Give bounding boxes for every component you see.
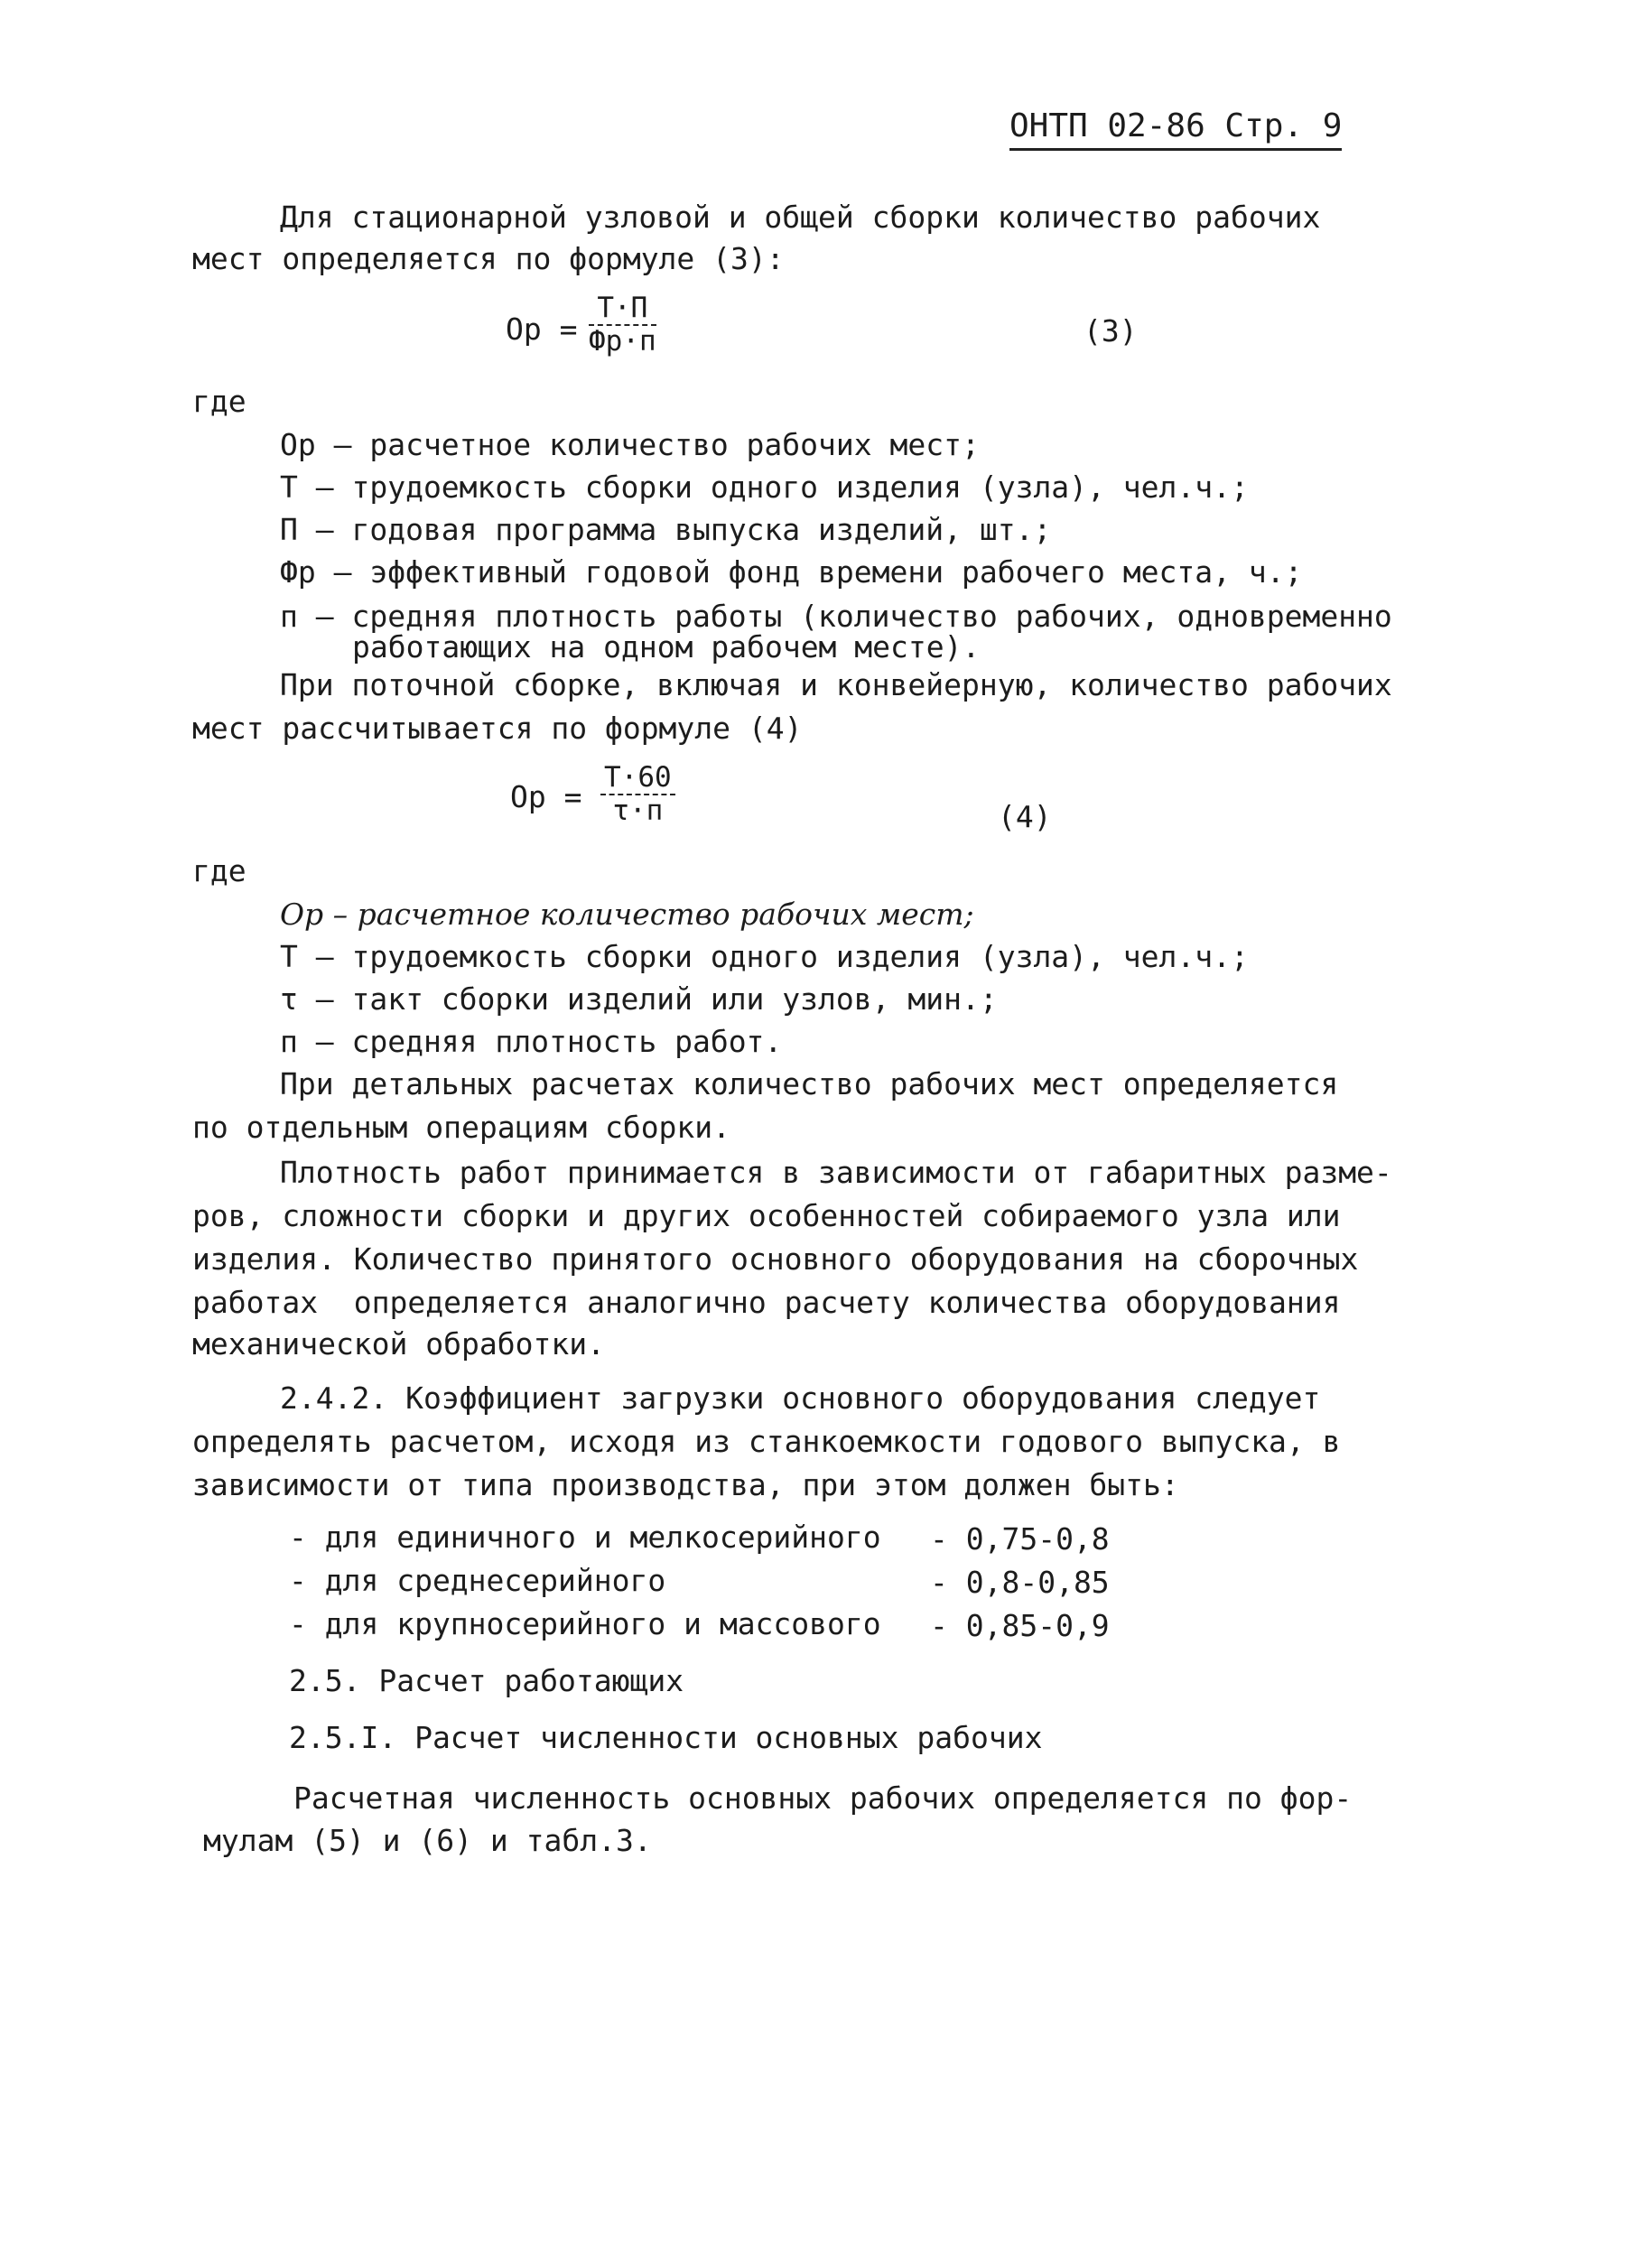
paragraph-line: изделия. Количество принятого основного оборудования на сборочных [192, 1241, 1359, 1277]
page-header: ОНТП 02-86 Стр. 9 [1009, 110, 1342, 151]
definition-item: П – годовая программа выпуска изделий, шт.; [280, 512, 1052, 547]
formula-fraction [600, 761, 675, 827]
paragraph-line: мест определяется по формуле (3): [192, 241, 785, 276]
paragraph-line: по отдельным операциям сборки. [192, 1110, 731, 1145]
section-heading: 2.5.I. Расчет численности основных рабочих [289, 1720, 1043, 1755]
definition-item: Т – трудоемкость сборки одного изделия (узла), чел.ч.; [280, 469, 1249, 505]
paragraph-line: Плотность работ принимается в зависимости от габаритных разме- [280, 1155, 1392, 1190]
definition-item: Фр – эффективный годовой фонд времени рабочего места, ч.; [280, 554, 1303, 590]
formula-numerator: Т·П [589, 294, 656, 326]
definition-item: Т – трудоемкость сборки одного изделия (узла), чел.ч.; [280, 939, 1249, 974]
paragraph-line: мест рассчитывается по формуле (4) [192, 711, 803, 746]
formula-denominator: Фр·п [589, 325, 656, 358]
paragraph-line: При поточной сборке, включая и конвейерную, количество рабочих [280, 667, 1392, 702]
load-list-label: - для среднесерийного [289, 1563, 666, 1598]
paragraph-line: ров, сложности сборки и других особенностей собираемого узла или [192, 1198, 1341, 1233]
load-list-label: - для единичного и мелкосерийного [289, 1520, 881, 1555]
paragraph-line: работах определяется аналогично расчету количества оборудования [192, 1285, 1341, 1320]
paragraph-line: механической обработки. [192, 1326, 605, 1362]
formula-denominator: τ·п [612, 795, 664, 827]
paragraph-line: зависимости от типа производства, при этом должен быть: [192, 1467, 1179, 1502]
paragraph-line: мулам (5) и (6) и табл.3. [203, 1823, 652, 1858]
paragraph-line: Расчетная численность основных рабочих определяется по фор- [293, 1780, 1353, 1816]
paragraph-line: определять расчетом, исходя из станкоемкости годового выпуска, в [192, 1424, 1341, 1459]
definition-item: τ – такт сборки изделий или узлов, мин.; [280, 981, 998, 1017]
load-list-value: - 0,8-0,85 [930, 1565, 1110, 1600]
where-label: где [192, 853, 246, 888]
formula-number: (4) [998, 799, 1052, 834]
section-heading: 2.5. Расчет работающих [289, 1663, 684, 1698]
formula-lhs: Ор = [510, 779, 582, 814]
load-list-value: - 0,85-0,9 [930, 1608, 1110, 1643]
paragraph-line: При детальных расчетах количество рабочих мест определяется [280, 1066, 1339, 1101]
definition-item: Ор – расчетное количество рабочих мест; [280, 427, 980, 462]
load-list-value: - 0,75-0,8 [930, 1521, 1110, 1557]
definition-item: п – средняя плотность работы (количество рабочих, одновременно [280, 599, 1392, 634]
formula-numerator: Т·60 [600, 764, 675, 795]
formula-number: (3) [1084, 313, 1138, 349]
definition-item: Ор – расчетное количество рабочих мест; [280, 897, 974, 932]
formula-lhs: Ор = [506, 311, 578, 347]
where-label: где [192, 384, 246, 419]
paragraph-line: Для стационарной узловой и общей сборки количество рабочих [280, 200, 1321, 235]
definition-item: работающих на одном рабочем месте). [352, 629, 981, 665]
load-list-label: - для крупносерийного и массового [289, 1606, 881, 1641]
definition-item: п – средняя плотность работ. [280, 1024, 783, 1059]
formula-fraction [589, 294, 656, 356]
paragraph-line: 2.4.2. Коэффициент загрузки основного оборудования следует [280, 1380, 1321, 1416]
